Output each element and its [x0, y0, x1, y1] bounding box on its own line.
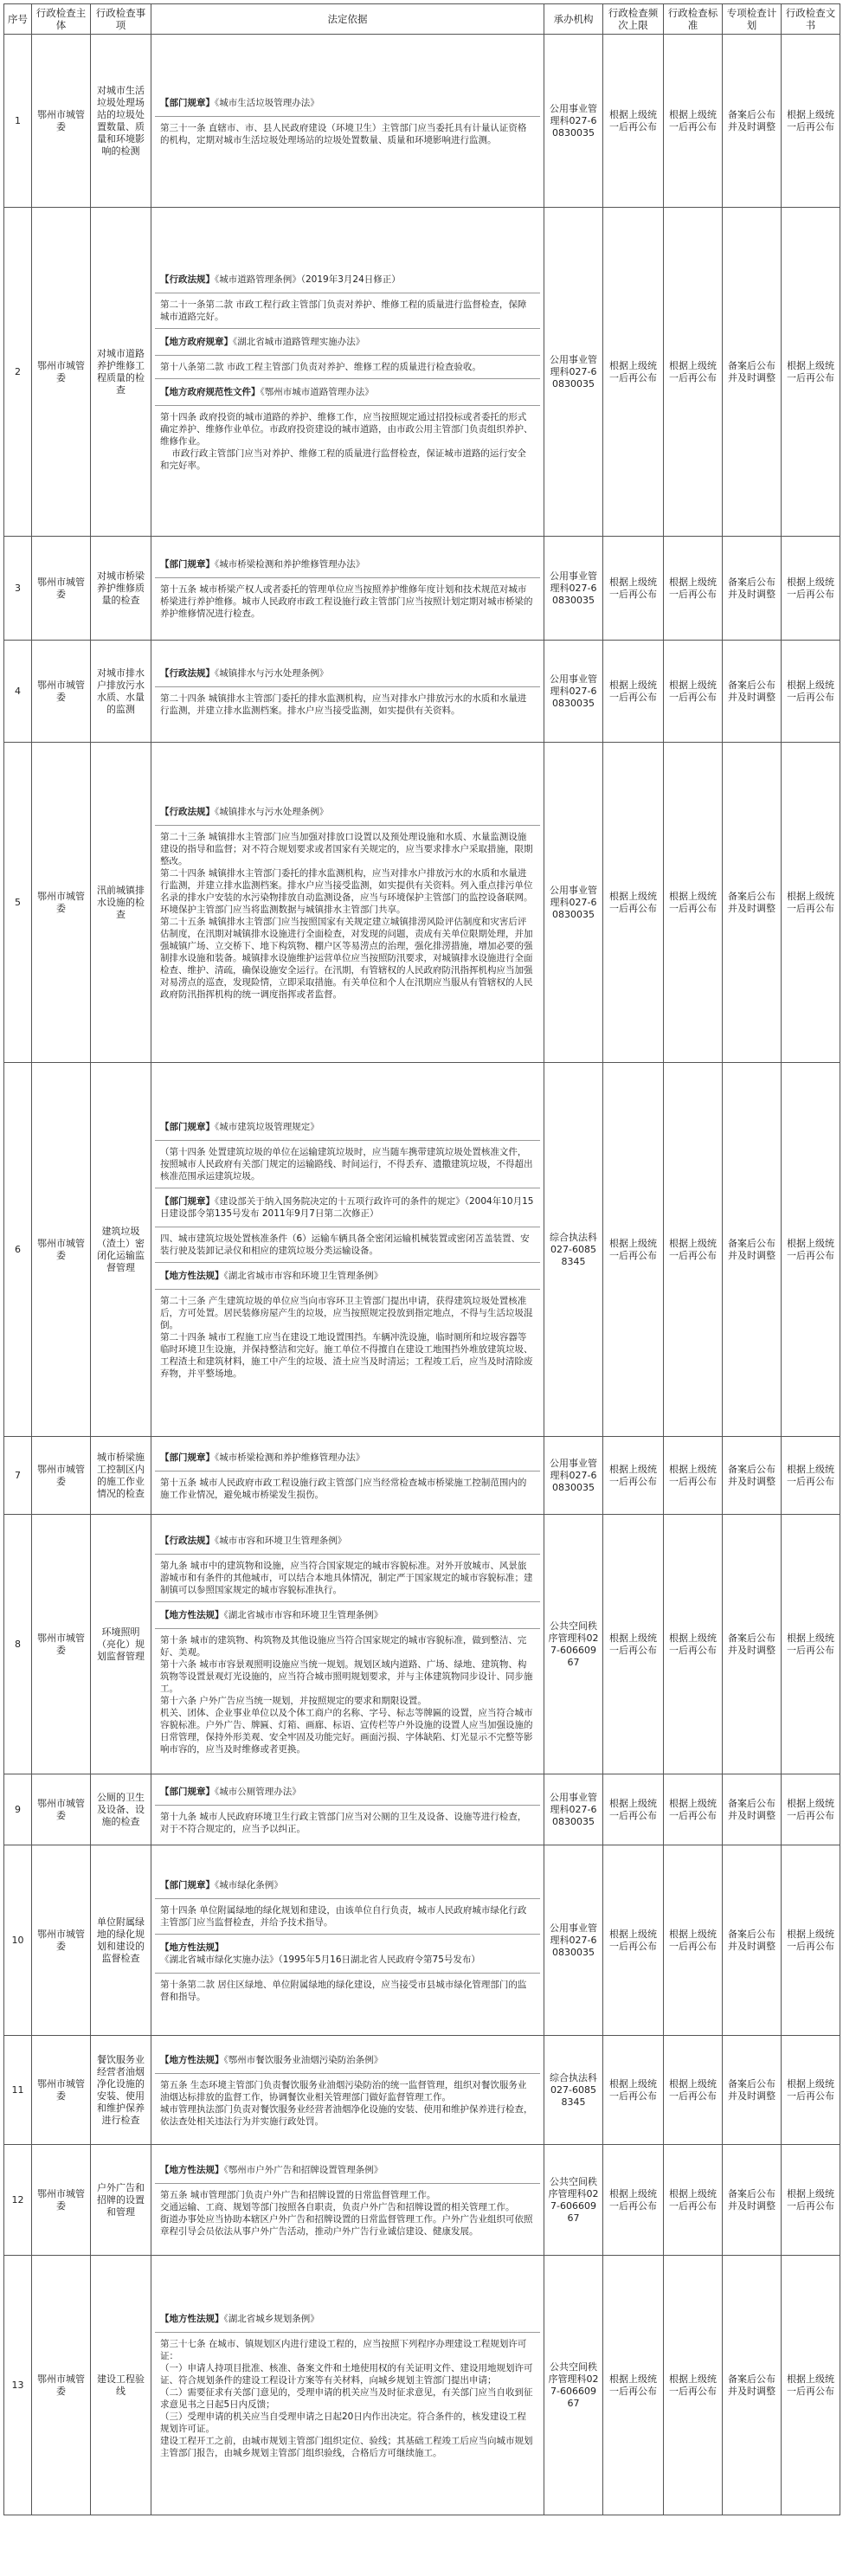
cell-subject: 鄂州市城管委 [32, 641, 91, 743]
basis-title: 《湖北省城市道路管理实施办法》 [233, 337, 365, 347]
basis-body: 第五条 生态环境主管部门负责餐饮服务业油烟污染防治的统一监督管理，组织对餐饮服务业油烟达标排放的监督工作，协调餐饮业相关管理部门做好监督管理工作。 城市管理执法部门负责对餐饮服务业经营者油烟净化设施的安装、使用和维护保养进行检查，依法查处相关违法行为并实施行政处罚。 [160, 2080, 533, 2127]
basis-tag: 【部门规章】 [160, 559, 215, 570]
cell-freq: 根据上级统一后再公布 [603, 1437, 664, 1515]
cell-freq: 根据上级统一后再公布 [603, 743, 664, 1063]
cell-item: 汛前城镇排水设施的检查 [91, 743, 151, 1063]
basis-heading [155, 1779, 540, 1806]
table-row [4, 743, 840, 1063]
cell-item: 公厕的卫生及设备、设施的检查 [91, 1774, 151, 1845]
cell-plan: 备案后公布并及时调整 [723, 1515, 782, 1774]
cell-doc: 根据上级统一后再公布 [782, 208, 840, 537]
cell-std: 根据上级统一后再公布 [664, 1774, 723, 1845]
cell-subject: 鄂州市城管委 [32, 1845, 91, 2036]
basis-heading [155, 1114, 540, 1141]
cell-basis [151, 2036, 544, 2145]
basis-tag: 【地方性法规】 [160, 1271, 224, 1281]
cell-freq: 根据上级统一后再公布 [603, 2145, 664, 2256]
supervision-table [3, 3, 840, 2515]
basis-title: 《湖北省城市绿化实施办法》（1995年5月16日湖北省人民政府令第75号发布） [160, 1955, 480, 1965]
cell-plan: 备案后公布并及时调整 [723, 2036, 782, 2145]
basis-tag: 【部门规章】 [160, 1787, 215, 1797]
basis-body: 第十五条 城市人民政府市政工程设施行政主管部门应当经常检查城市桥梁施工控制范围内的施工作业情况，避免城市桥梁发生损伤。 [160, 1478, 527, 1500]
cell-item: 对城市生活垃圾处理场站的垃圾处置数量、质量和环境影响的检测 [91, 35, 151, 208]
cell-plan: 备案后公布并及时调整 [723, 641, 782, 743]
cell-doc: 根据上级统一后再公布 [782, 743, 840, 1063]
cell-basis [151, 208, 544, 537]
cell-org: 公共空间秩序管理科027-60660967 [544, 1515, 603, 1774]
cell-doc: 根据上级统一后再公布 [782, 35, 840, 208]
cell-item: 户外广告和招牌的设置和管理 [91, 2145, 151, 2256]
basis-body: 第二十三条 产生建筑垃圾的单位应当向市容环卫主管部门提出申请，获得建筑垃圾处置核准后，方可处置。居民装修房屋产生的垃圾，应当按照规定投放到指定地点，不得与生活垃圾混倒。 第二十四条 城市工程施工应当在建设工地设置围挡。车辆冲洗设施，临时厕所和垃圾容器等临时环境卫生设施，并保持整洁和完好。施工单位不得擅自在建设工地围挡外堆放建筑垃圾、工程渣土和建筑材料，施工中产生的垃圾、渣土应当及时清运；工程竣工后，应当及时清除废弃物，并平整场地。 [160, 1296, 533, 1379]
basis-text [155, 2333, 540, 2464]
cell-num: 6 [4, 1063, 32, 1437]
basis-heading [155, 329, 540, 356]
cell-std: 根据上级统一后再公布 [664, 1063, 723, 1437]
cell-plan: 备案后公布并及时调整 [723, 1063, 782, 1437]
basis-heading [155, 1528, 540, 1555]
cell-std: 根据上级统一后再公布 [664, 2145, 723, 2256]
cell-plan: 备案后公布并及时调整 [723, 743, 782, 1063]
cell-plan: 备案后公布并及时调整 [723, 208, 782, 537]
basis-body: 第十五条 城市桥梁产权人或者委托的管理单位应当按照养护维修年度计划和技术规范对城市桥梁进行养护维修。城市人民政府市政工程设施行政主管部门应当按照计划定期对城市桥梁的养护维修情况进行检查。 [160, 584, 533, 619]
cell-freq: 根据上级统一后再公布 [603, 1063, 664, 1437]
basis-title: 《城市绿化条例》 [215, 1880, 283, 1890]
cell-plan: 备案后公布并及时调整 [723, 35, 782, 208]
basis-heading [155, 799, 540, 826]
table-row [4, 35, 840, 208]
basis-tag: 【地方性法规】 [160, 2165, 224, 2175]
basis-text [155, 1472, 540, 1506]
basis-title: 《鄂州市户外广告和招牌设置管理条例》 [223, 2165, 383, 2175]
cell-org: 公用事业管理科027-60830035 [544, 1437, 603, 1515]
cell-std: 根据上级统一后再公布 [664, 35, 723, 208]
basis-text [155, 356, 540, 379]
basis-text [155, 2074, 540, 2133]
cell-freq: 根据上级统一后再公布 [603, 35, 664, 208]
basis-title: 《城镇排水与污水处理条例》 [215, 668, 329, 679]
cell-doc: 根据上级统一后再公布 [782, 1515, 840, 1774]
basis-text [155, 406, 540, 477]
basis-text [155, 1290, 540, 1385]
cell-freq: 根据上级统一后再公布 [603, 2256, 664, 2515]
basis-body: 第十八条第二款 市政工程主管部门负责对养护、维修工程的质量进行检查验收。 [160, 362, 481, 372]
cell-doc: 根据上级统一后再公布 [782, 641, 840, 743]
cell-basis [151, 35, 544, 208]
basis-tag: 【地方性法规】 [160, 1942, 224, 1953]
table-row [4, 2256, 840, 2515]
cell-subject: 鄂州市城管委 [32, 2145, 91, 2256]
basis-text [155, 117, 540, 151]
basis-body: 第三十一条 直辖市、市、县人民政府建设（环境卫生）主管部门应当委托具有计量认证资格的机构，定期对城市生活垃圾处理场站的垃圾处置数量、质量和环境影响进行监测。 [160, 123, 527, 145]
basis-body: 第五条 城市管理部门负责户外广告和招牌设置的日常监督管理工作。 交通运输、工商、规划等部门按照各自职责，负责户外广告和招牌设置的相关管理工作。 街道办事处应当协助本辖区户外广告和招牌设置的日常监督管理工作。户外广告业组织可依照章程引导会员依法从事户外广告活动，推动户外广告行业诚信建设、健康发展。 [160, 2190, 533, 2237]
header-row [4, 4, 840, 35]
cell-item: 单位附属绿地的绿化规划和建设的监督检查 [91, 1845, 151, 2036]
basis-text [155, 1629, 540, 1761]
cell-basis [151, 1774, 544, 1845]
basis-text [155, 1227, 540, 1263]
cell-item: 环境照明（亮化）规划监督管理 [91, 1515, 151, 1774]
cell-item: 餐饮服务业经营者油烟净化设施的安装、使用和维护保养进行检查 [91, 2036, 151, 2145]
cell-doc: 根据上级统一后再公布 [782, 2145, 840, 2256]
cell-org: 公共空间秩序管理科027-60660967 [544, 2256, 603, 2515]
cell-subject: 鄂州市城管委 [32, 35, 91, 208]
basis-title: 《湖北省城市市容和环境卫生管理条例》 [223, 1610, 383, 1620]
cell-org: 公用事业管理科027-60830035 [544, 1845, 603, 2036]
cell-num: 4 [4, 641, 32, 743]
basis-tag: 【行政法规】 [160, 807, 215, 817]
table-row [4, 1515, 840, 1774]
basis-body: 第十九条 城市人民政府环境卫生行政主管部门应当对公厕的卫生及设备、设施等进行检查，对于不符合规定的，应当予以纠正。 [160, 1812, 527, 1834]
cell-std: 根据上级统一后再公布 [664, 1515, 723, 1774]
table-row [4, 1437, 840, 1515]
basis-tag: 【行政法规】 [160, 1536, 215, 1546]
cell-doc: 根据上级统一后再公布 [782, 2256, 840, 2515]
basis-tag: 【部门规章】 [160, 1196, 215, 1207]
cell-item: 对城市道路养护维修工程质量的检查 [91, 208, 151, 537]
cell-org: 综合执法科027-60858345 [544, 2036, 603, 2145]
cell-num: 11 [4, 2036, 32, 2145]
cell-num: 12 [4, 2145, 32, 2256]
basis-text [155, 687, 540, 722]
header-doc: 行政检查文书 [782, 4, 840, 35]
basis-body: 第二十三条 城镇排水主管部门应当加强对排放口设置以及预处理设施和水质、水量监测设施建设的指导和监督；对不符合规划要求或者国家有关规定的，应当要求排水户采取措施，限期整改。 第二十四条 城镇排水主管部门委托的排水监测机构，应当对排水户排放污水的水质和水量进行监测，并建立排水监测档案。排水户应当接受监测，如实提供有关资料。列入重点排污单位名录的排水户安装的水污染物排放自动监测设备，应当与环境保护主管部门的监控设备联网。环境保护主管部门应当将监测数据与城镇排水主管部门共享。 第二十五条 城镇排水主管部门应当按照国家有关规定建立城镇排涝风险评估制度和灾害后评估制度，在汛期对城镇排水设施进行全面检查，对发现的问题，责成有关单位限期处理，并加强城镇广场、立交桥下、地下构筑物、棚户区等易涝点的治理，强化排涝措施，增加必要的强制排水设施和装备。城镇排水设施维护运营单位应当按照防汛要求，对城镇排水设施进行全面检查、维护、清疏，确保设施安全运行。在汛期，有管辖权的人民政府防汛指挥机构应当加强对易涝点的巡查，发现险情，立即采取措施。有关单位和个人在汛期应当服从有管辖权的人民政府防汛指挥机构的统一调度指挥或者监督。 [160, 832, 533, 1000]
basis-body: 第十条 城市的建筑物、构筑物及其他设施应当符合国家规定的城市容貌标准，做到整洁、完好、美观。 第十六条 城市市容景观照明设施应当统一规划。规划区域内道路、广场、绿地、建筑物、构筑物等设置景观灯光设施的，应当符合城市照明规划要求，并与主体建筑物同步设计、同步施工。 第十六条 户外广告应当统一规划，并按照规定的要求和期限设置。 机关、团体、企业事业单位以及个体工商户的名称、字号、标志等牌匾的设置，应当符合城市容貌标准。户外广告、牌匾、灯箱、画廊、标语、宣传栏等户外设施的设置人应当加强设施的日常管理，保持外形美观、安全牢固及功能完好。画面污损、字体缺陷、灯光显示不完整等影响市容的，应当及时维修或者更换。 [160, 1635, 533, 1755]
basis-text [155, 1806, 540, 1840]
basis-title: 《鄂州市城市道路管理办法》 [260, 387, 374, 397]
cell-num: 13 [4, 2256, 32, 2515]
header-subject: 行政检查主体 [32, 4, 91, 35]
cell-doc: 根据上级统一后再公布 [782, 1063, 840, 1437]
basis-body: 第十四条 单位附属绿地的绿化规划和建设，由该单位自行负责，城市人民政府城市绿化行政主管部门应当监督检查，并给予技术指导。 [160, 1905, 527, 1928]
basis-body: 第九条 城市中的建筑物和设施，应当符合国家规定的城市容貌标准。对外开放城市、风景旅游城市和有条件的其他城市，可以结合本地具体情况，制定严于国家规定的城市容貌标准；建制镇可以参照国家规定的城市容貌标准执行。 [160, 1561, 533, 1595]
basis-text [155, 1555, 540, 1602]
basis-body: 第十条第二款 居住区绿地、单位附属绿地的绿化建设，应当接受市县城市绿化管理部门的监督和指导。 [160, 1980, 527, 2002]
basis-heading [155, 2047, 540, 2074]
basis-text [155, 2184, 540, 2243]
cell-subject: 鄂州市城管委 [32, 1515, 91, 1774]
cell-doc: 根据上级统一后再公布 [782, 1774, 840, 1845]
basis-tag: 【部门规章】 [160, 1122, 215, 1132]
basis-tag: 【部门规章】 [160, 98, 215, 108]
cell-num: 2 [4, 208, 32, 537]
cell-doc: 根据上级统一后再公布 [782, 537, 840, 641]
cell-subject: 鄂州市城管委 [32, 743, 91, 1063]
basis-title: 《城市公厕管理办法》 [215, 1787, 301, 1797]
basis-title: 《湖北省城乡规划条例》 [223, 2314, 319, 2324]
cell-plan: 备案后公布并及时调整 [723, 1774, 782, 1845]
basis-tag: 【地方政府规章】 [160, 337, 233, 347]
cell-basis [151, 743, 544, 1063]
cell-org: 公共空间秩序管理科027-60660967 [544, 2145, 603, 2256]
cell-num: 1 [4, 35, 32, 208]
cell-std: 根据上级统一后再公布 [664, 1845, 723, 2036]
basis-heading [155, 1445, 540, 1472]
cell-plan: 备案后公布并及时调整 [723, 2145, 782, 2256]
cell-num: 10 [4, 1845, 32, 2036]
cell-org: 公用事业管理科027-60830035 [544, 641, 603, 743]
cell-item: 对城市排水户排放污水水质、水量的监测 [91, 641, 151, 743]
basis-body: （第十四条 处置建筑垃圾的单位在运输建筑垃圾时，应当随车携带建筑垃圾处置核准文件，按照城市人民政府有关部门规定的运输路线、时间运行，不得丢弃、遗撒建筑垃圾，不得超出核准范围承运建筑垃圾。 [160, 1147, 533, 1182]
basis-heading [155, 90, 540, 117]
cell-plan: 备案后公布并及时调整 [723, 2256, 782, 2515]
cell-plan: 备案后公布并及时调整 [723, 537, 782, 641]
cell-item: 建筑垃圾（渣土）密闭化运输监督管理 [91, 1063, 151, 1437]
basis-heading [155, 1263, 540, 1290]
basis-heading [155, 660, 540, 687]
cell-num: 7 [4, 1437, 32, 1515]
basis-title: 《城市市容和环境卫生管理条例》 [215, 1536, 347, 1546]
basis-text [155, 1974, 540, 2008]
basis-text [155, 293, 540, 329]
table-row [4, 2145, 840, 2256]
header-std: 行政检查标准 [664, 4, 723, 35]
cell-subject: 鄂州市城管委 [32, 208, 91, 537]
cell-num: 8 [4, 1515, 32, 1774]
basis-title: 《湖北省城市市容和环境卫生管理条例》 [223, 1271, 383, 1281]
basis-tag: 【地方政府规范性文件】 [160, 387, 261, 397]
basis-body: 第三十七条 在城市、镇规划区内进行建设工程的，应当按照下列程序办理建设工程规划许可证： （一）申请人持项目批准、核准、备案文件和土地使用权的有关证明文件、建设用地规划许可证、符合规划条件的建设工程设计方案等有关材料，向城乡规划主管部门提出申请； （二）需要征求有关部门意见的，受理申请的机关应当及时征求意见，有关部门应当自收到征求意见书之日起5日内反馈； （三）受理申请的机关应当自受理申请之日起20日内作出决定。符合条件的，核发建设工程规划许可证。 建设工程开工之前，由城市规划主管部门组织定位、验线；其基础工程竣工后应当向城市规划主管部门报告，由城乡规划主管部门组织验线，合格后方可继续施工。 [160, 2339, 533, 2458]
cell-org: 公用事业管理科027-60830035 [544, 537, 603, 641]
table-row [4, 1063, 840, 1437]
header-item: 行政检查事项 [91, 4, 151, 35]
cell-item: 城市桥梁施工控制区内的施工作业情况的检查 [91, 1437, 151, 1515]
cell-subject: 鄂州市城管委 [32, 1063, 91, 1437]
cell-basis [151, 1515, 544, 1774]
basis-heading [155, 1602, 540, 1629]
cell-item: 建设工程验线 [91, 2256, 151, 2515]
basis-heading [155, 267, 540, 293]
cell-subject: 鄂州市城管委 [32, 1774, 91, 1845]
header-basis: 法定依据 [151, 4, 544, 35]
cell-std: 根据上级统一后再公布 [664, 208, 723, 537]
basis-tag: 【部门规章】 [160, 1452, 215, 1463]
header-plan: 专项检查计划 [723, 4, 782, 35]
basis-heading [155, 1188, 540, 1227]
cell-num: 5 [4, 743, 32, 1063]
basis-tag: 【地方性法规】 [160, 2055, 224, 2065]
basis-title: 《建设部关于纳入国务院决定的十五项行政许可的条件的规定》（2004年10月15日建设部令第135号发布 2011年9月7日第二次修正） [160, 1196, 534, 1219]
cell-freq: 根据上级统一后再公布 [603, 641, 664, 743]
basis-tag: 【地方性法规】 [160, 1610, 224, 1620]
cell-std: 根据上级统一后再公布 [664, 641, 723, 743]
basis-tag: 【行政法规】 [160, 274, 215, 285]
cell-org: 公用事业管理科027-60830035 [544, 208, 603, 537]
basis-tag: 【行政法规】 [160, 668, 215, 679]
basis-body: 第二十一条第二款 市政工程行政主管部门负责对养护、维修工程的质量进行监督检查，保障城市道路完好。 [160, 299, 527, 322]
cell-org: 公用事业管理科027-60830035 [544, 1774, 603, 1845]
header-freq: 行政检查频次上限 [603, 4, 664, 35]
basis-body: 第十四条 政府投资的城市道路的养护、维修工作，应当按照规定通过招投标或者委托的形式确定养护、维修作业单位。市政府投资建设的城市道路，由市政公用主管部门负责组织养护、维修作业。 市政行政主管部门应当对养护、维修工程的质量进行监督检查，保证城市道路的运行安全和完好率。 [160, 412, 533, 471]
cell-doc: 根据上级统一后再公布 [782, 1845, 840, 2036]
cell-subject: 鄂州市城管委 [32, 2256, 91, 2515]
table-row [4, 208, 840, 537]
cell-freq: 根据上级统一后再公布 [603, 1845, 664, 2036]
cell-plan: 备案后公布并及时调整 [723, 1437, 782, 1515]
basis-tag: 【地方性法规】 [160, 2314, 224, 2324]
header-num: 序号 [4, 4, 32, 35]
cell-num: 9 [4, 1774, 32, 1845]
cell-freq: 根据上级统一后再公布 [603, 537, 664, 641]
cell-basis [151, 1063, 544, 1437]
basis-heading [155, 2306, 540, 2333]
cell-basis [151, 1845, 544, 2036]
cell-subject: 鄂州市城管委 [32, 2036, 91, 2145]
basis-title: 《城镇排水与污水处理条例》 [215, 807, 329, 817]
cell-std: 根据上级统一后再公布 [664, 537, 723, 641]
cell-org: 综合执法科027-60858345 [544, 1063, 603, 1437]
cell-plan: 备案后公布并及时调整 [723, 1845, 782, 2036]
cell-basis [151, 641, 544, 743]
table-body [4, 35, 840, 2515]
cell-doc: 根据上级统一后再公布 [782, 1437, 840, 1515]
basis-title: 《城市桥梁检测和养护维修管理办法》 [215, 1452, 365, 1463]
cell-subject: 鄂州市城管委 [32, 1437, 91, 1515]
basis-heading [155, 1935, 540, 1974]
basis-title: 《鄂州市餐饮服务业油烟污染防治条例》 [223, 2055, 383, 2065]
cell-org: 公用事业管理科027-60830035 [544, 35, 603, 208]
cell-item: 对城市桥梁养护维修质量的检查 [91, 537, 151, 641]
basis-text [155, 578, 540, 625]
basis-text [155, 826, 540, 1006]
cell-std: 根据上级统一后再公布 [664, 2256, 723, 2515]
basis-title: 《城市建筑垃圾管理规定》 [215, 1122, 319, 1132]
cell-basis [151, 1437, 544, 1515]
table-row [4, 1774, 840, 1845]
basis-text [155, 1141, 540, 1188]
table-row [4, 2036, 840, 2145]
table-row [4, 537, 840, 641]
cell-basis [151, 537, 544, 641]
basis-title: 《城市桥梁检测和养护维修管理办法》 [215, 559, 365, 570]
cell-doc: 根据上级统一后再公布 [782, 2036, 840, 2145]
basis-heading [155, 379, 540, 406]
table-row [4, 1845, 840, 2036]
basis-tag: 【部门规章】 [160, 1880, 215, 1890]
basis-body: 四、城市建筑垃圾处置核准条件（6）运输车辆具备全密闭运输机械装置或密闭苫盖装置、安装行驶及装卸记录仪和相应的建筑垃圾分类运输设备。 [160, 1233, 530, 1256]
cell-num: 3 [4, 537, 32, 641]
basis-text [155, 1899, 540, 1935]
cell-freq: 根据上级统一后再公布 [603, 208, 664, 537]
header-org: 承办机构 [544, 4, 603, 35]
cell-std: 根据上级统一后再公布 [664, 2036, 723, 2145]
cell-org: 公用事业管理科027-60830035 [544, 743, 603, 1063]
cell-std: 根据上级统一后再公布 [664, 1437, 723, 1515]
cell-subject: 鄂州市城管委 [32, 537, 91, 641]
cell-freq: 根据上级统一后再公布 [603, 1774, 664, 1845]
basis-title: 《城市生活垃圾管理办法》 [215, 98, 319, 108]
basis-heading [155, 551, 540, 578]
basis-heading [155, 1872, 540, 1899]
cell-freq: 根据上级统一后再公布 [603, 2036, 664, 2145]
basis-heading [155, 2157, 540, 2184]
cell-std: 根据上级统一后再公布 [664, 743, 723, 1063]
basis-title: 《城市道路管理条例》（2019年3月24日修正） [215, 274, 401, 285]
cell-basis [151, 2256, 544, 2515]
cell-basis [151, 2145, 544, 2256]
basis-body: 第二十四条 城镇排水主管部门委托的排水监测机构，应当对排水户排放污水的水质和水量进行监测，并建立排水监测档案。排水户应当接受监测，如实提供有关资料。 [160, 693, 527, 716]
cell-freq: 根据上级统一后再公布 [603, 1515, 664, 1774]
table-row [4, 641, 840, 743]
